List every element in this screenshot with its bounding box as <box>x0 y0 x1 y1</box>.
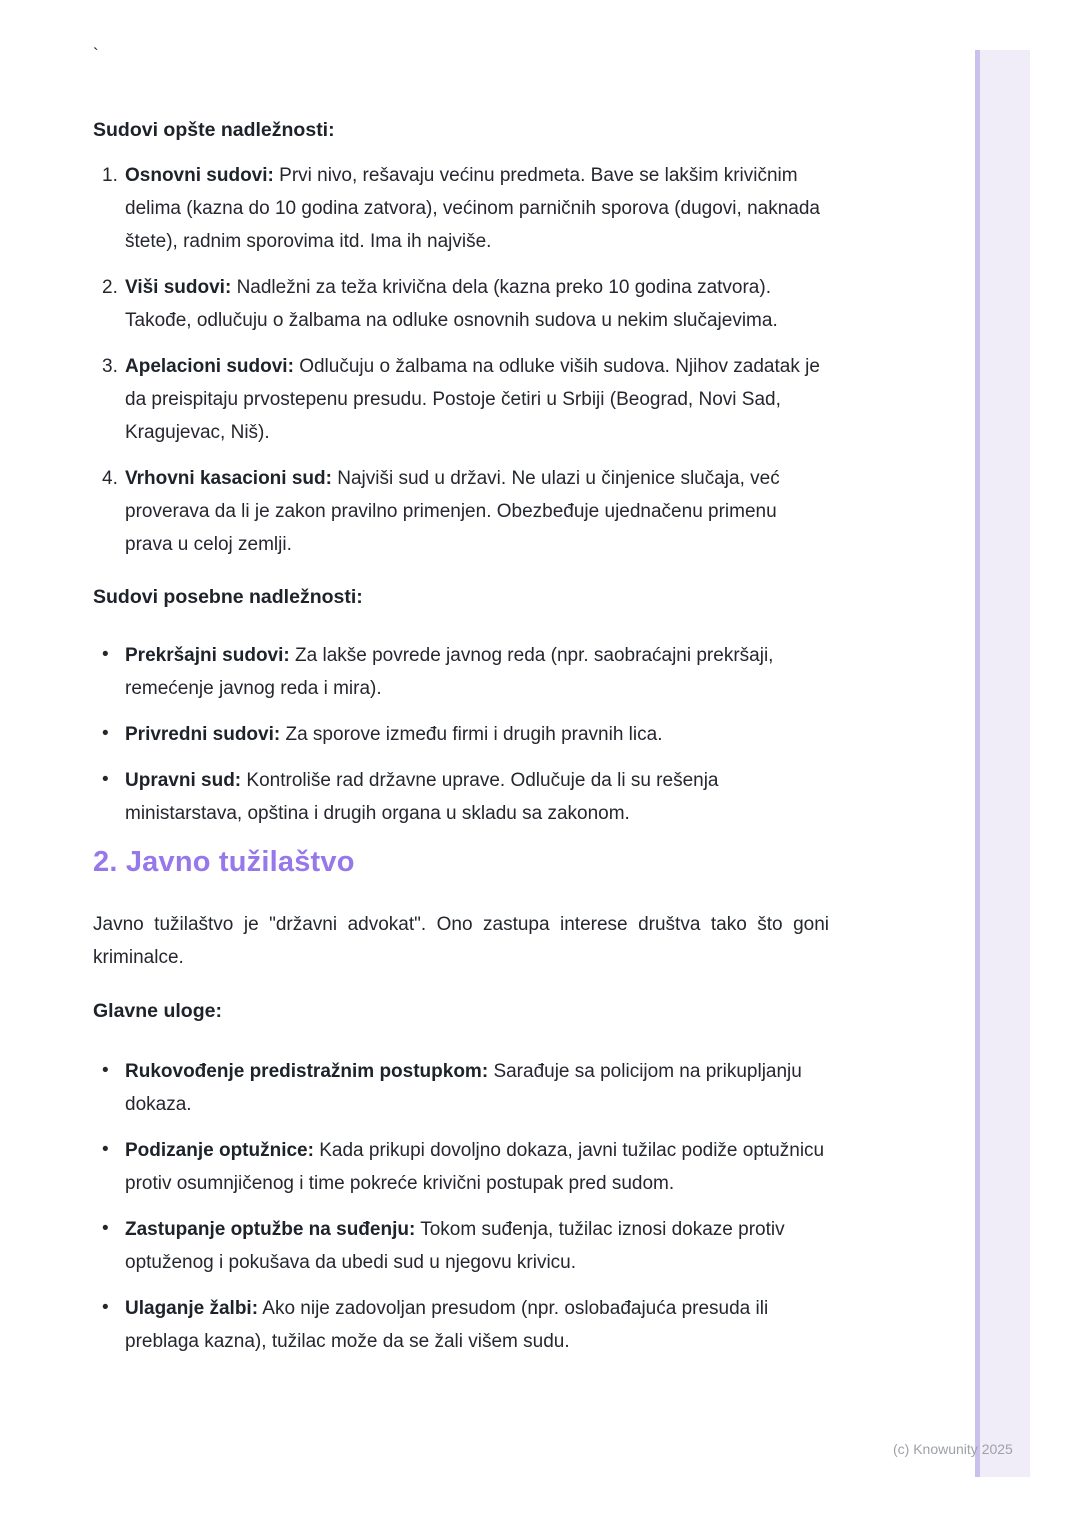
list-item-text: Najviši sud u državi. Ne ulazi u činjenice slučaja, već proverava da li je zakon pravilno primenjen. Obezbeđuje ujednačenu primenu prava u celoj zemlji. <box>125 468 780 555</box>
list-item-text: Nadležni za teža krivična dela (kazna preko 10 godina zatvora). Takođe, odlučuju o žalbama na odluke osnovnih sudova u nekim slučajevima. <box>125 277 778 331</box>
list-item <box>93 462 829 561</box>
list-item-number: 4. <box>102 468 118 489</box>
list-item-text: Ako nije zadovoljan presudom (npr. oslobađajuća presuda ili preblaga kazna), tužilac može da se žali višem sudu. <box>125 1298 769 1352</box>
list-item-lead: Podizanje optužnice: <box>125 1140 314 1161</box>
bullet-icon: • <box>102 723 109 744</box>
list-item-text: Tokom suđenja, tužilac iznosi dokaze protiv optuženog i pokušava da ubedi sud u njegovu krivicu. <box>125 1219 785 1273</box>
list-item-text: Kada prikupi dovoljno dokaza, javni tužilac podiže optužnicu protiv osumnjičenog i time pokreće krivični postupak pred sudom. <box>125 1140 825 1194</box>
list-item-lead: Vrhovni kasacioni sud: <box>125 468 332 489</box>
list-item-number: 1. <box>102 165 118 186</box>
list-item <box>93 764 829 830</box>
bullet-icon: • <box>102 769 109 790</box>
list-item <box>93 271 829 337</box>
bullet-icon: • <box>102 644 109 665</box>
list-item <box>93 1055 829 1121</box>
list-item-lead: Upravni sud: <box>125 770 242 791</box>
list-item-lead: Apelacioni sudovi: <box>125 356 294 377</box>
section-heading-javno-tuzilastvo: 2. Javno tužilaštvo <box>93 846 355 878</box>
intro-paragraph: Javno tužilaštvo je "državni advokat". Ono zastupa interese društva tako što goni kriminalce. <box>93 914 829 968</box>
stray-backtick: ` <box>93 45 99 64</box>
list-item-text: Odlučuju o žalbama na odluke viših sudova. Njihov zadatak je da preispitaju prvostepenu presudu. Postoje četiri u Srbiji (Beograd, Novi Sad, Kragujevac, Niš). <box>125 356 820 443</box>
list-item-lead: Zastupanje optužbe na suđenju: <box>125 1219 416 1240</box>
list-item-lead: Privredni sudovi: <box>125 724 281 745</box>
bullet-icon: • <box>102 1060 109 1081</box>
general-courts-list <box>93 159 829 561</box>
bullet-icon: • <box>102 1297 109 1318</box>
bullet-icon: • <box>102 1218 109 1239</box>
bullet-icon: • <box>102 1139 109 1160</box>
list-item <box>93 350 829 449</box>
list-item-text: Sarađuje sa policijom na prikupljanju dokaza. <box>125 1061 802 1115</box>
list-item <box>93 1292 829 1358</box>
list-item-lead: Rukovođenje predistražnim postupkom: <box>125 1061 489 1082</box>
list-item <box>93 718 829 751</box>
right-margin-strip <box>975 50 1030 1477</box>
list-item-lead: Osnovni sudovi: <box>125 165 274 186</box>
list-item <box>93 639 829 705</box>
list-item-lead: Ulaganje žalbi: <box>125 1298 259 1319</box>
list-item-number: 3. <box>102 356 118 377</box>
list-item <box>93 159 829 258</box>
list-item-lead: Viši sudovi: <box>125 277 232 298</box>
list-item-text: Za lakše povrede javnog reda (npr. saobraćajni prekršaji, remećenje javnog reda i mira). <box>125 645 774 699</box>
section-title-general-courts: Sudovi opšte nadležnosti: <box>93 119 335 141</box>
copyright-footer: (c) Knowunity 2025 <box>893 1441 1013 1457</box>
section-title-glavne-uloge: Glavne uloge: <box>93 1000 222 1022</box>
list-item-text: Prvi nivo, rešavaju većinu predmeta. Bave se lakšim krivičnim delima (kazna do 10 godina zatvora), većinom parničnih sporova (dugovi, naknada štete), radnim sporovima itd. Ima ih najviše. <box>125 165 820 252</box>
list-item-number: 2. <box>102 277 118 298</box>
list-item <box>93 1213 829 1279</box>
list-item-text: Za sporove između firmi i drugih pravnih lica. <box>285 724 663 745</box>
list-item-lead: Prekršajni sudovi: <box>125 645 290 666</box>
section-title-special-courts: Sudovi posebne nadležnosti: <box>93 586 363 608</box>
roles-list <box>93 1055 829 1358</box>
special-courts-list <box>93 639 829 830</box>
document-page <box>93 0 829 1371</box>
list-item <box>93 1134 829 1200</box>
list-item-text: Kontroliše rad državne uprave. Odlučuje da li su rešenja ministarstava, opština i drugih organa u skladu sa zakonom. <box>125 770 719 824</box>
